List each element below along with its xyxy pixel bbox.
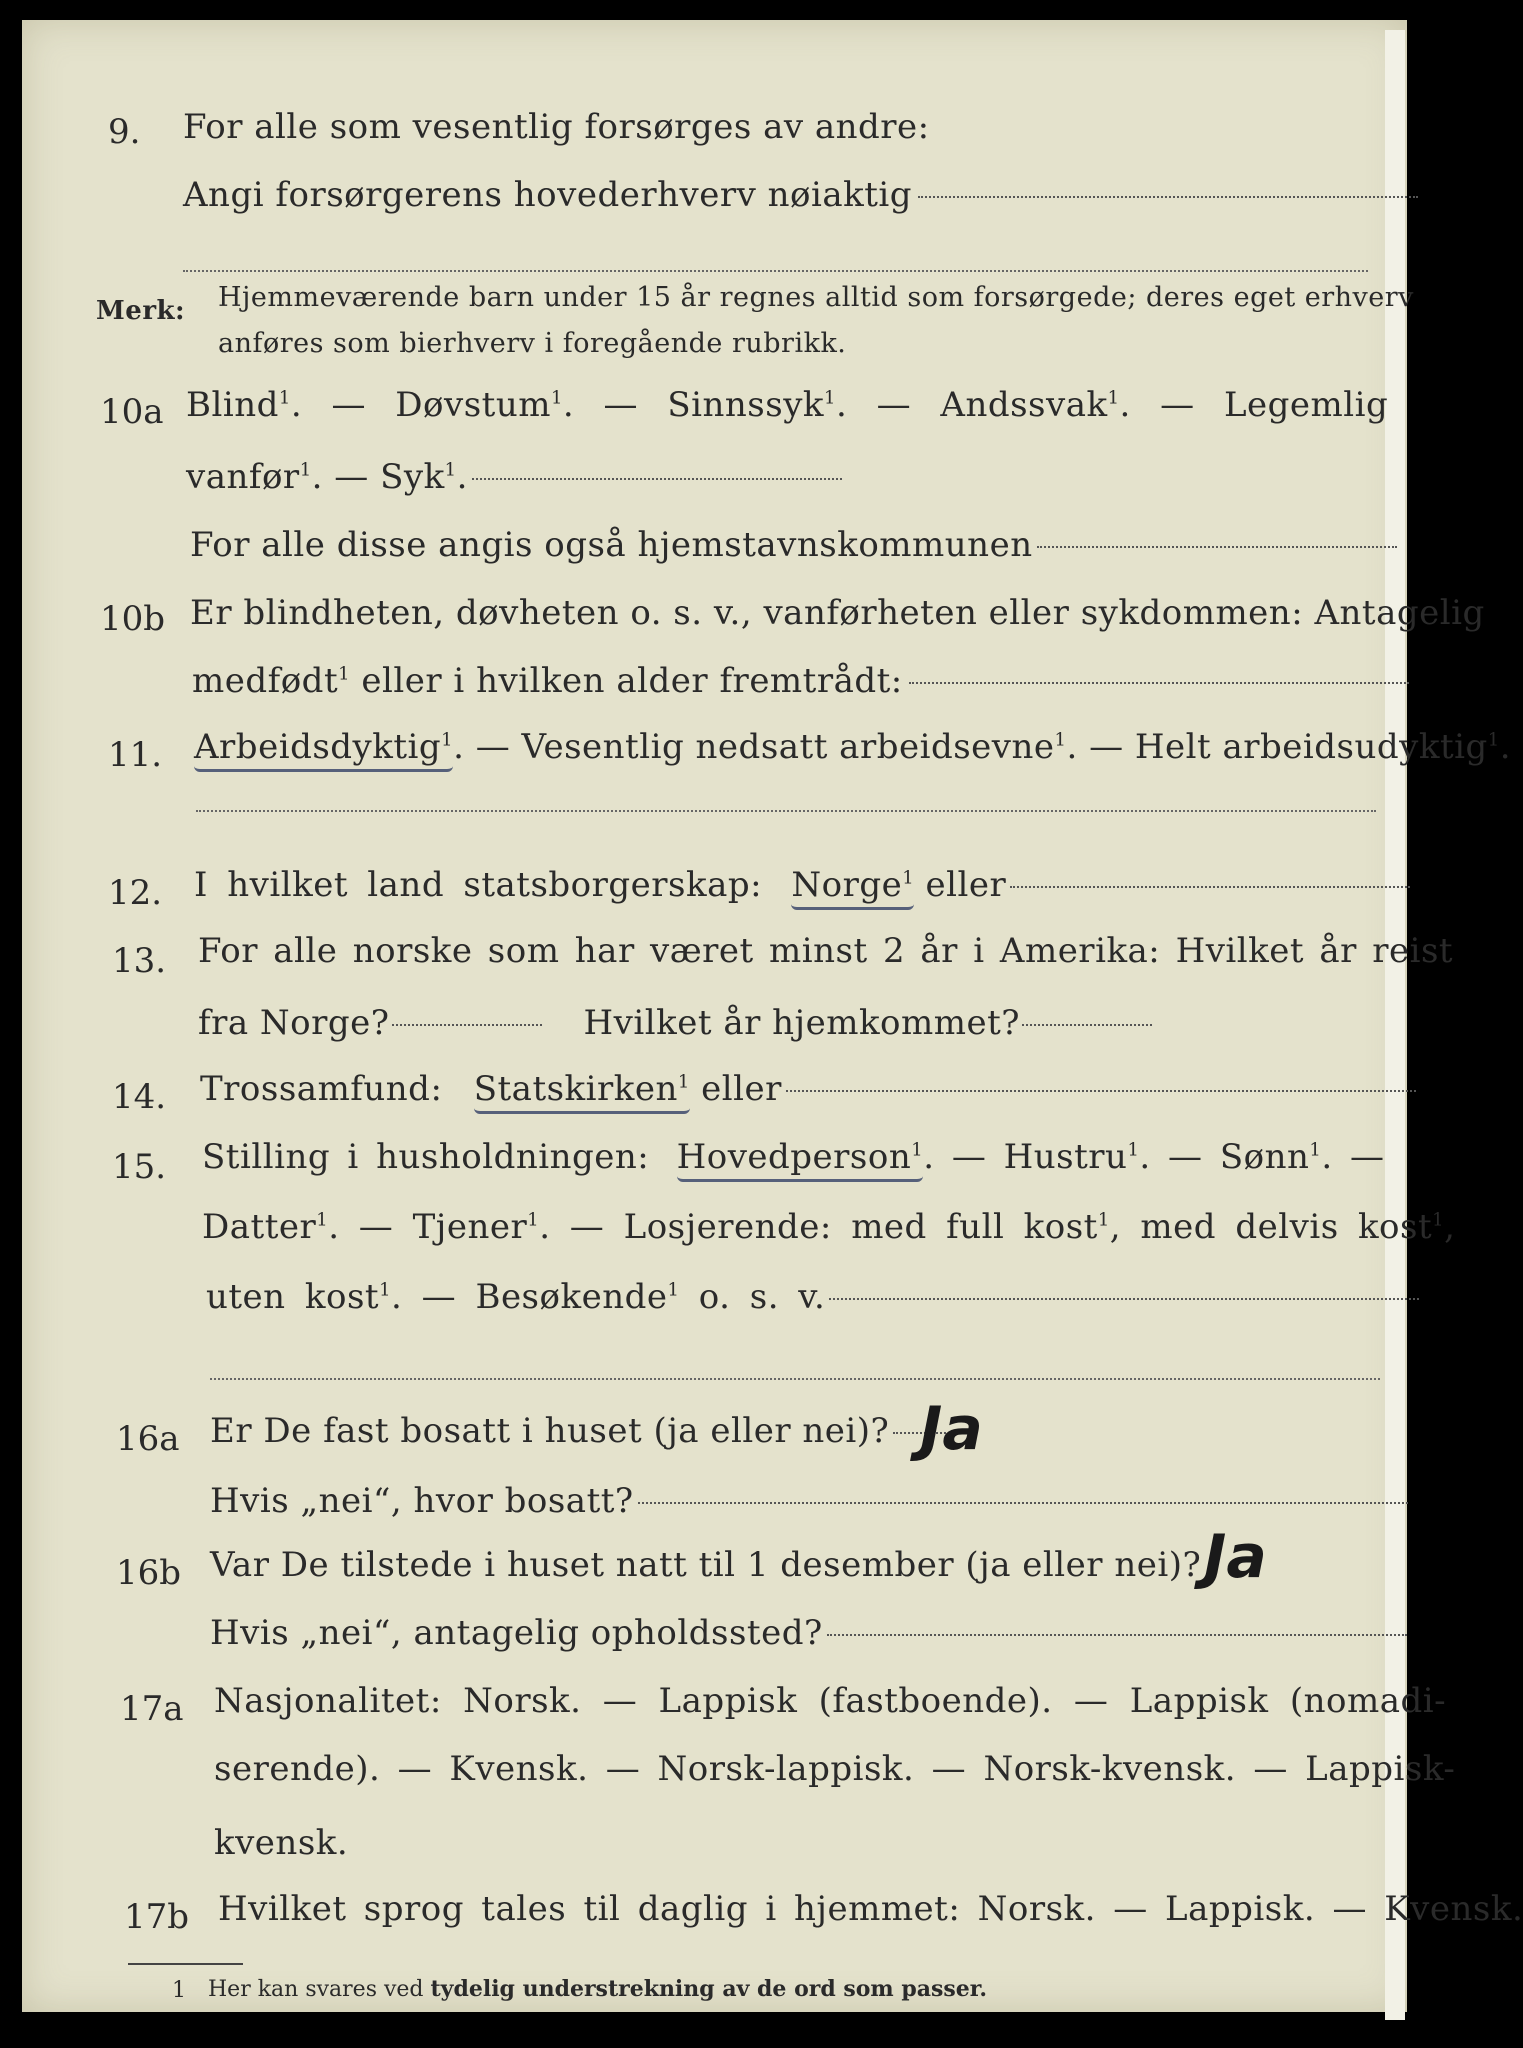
q15-number: 15. [112, 1147, 167, 1187]
q16b-number: 16b [116, 1553, 182, 1593]
q13-line1: For alle norske som har været minst 2 år i Amerika: Hvilket år reist [198, 931, 1454, 971]
q9-number: 9. [108, 112, 141, 152]
answer-line[interactable] [827, 1634, 1407, 1636]
q13-line2: fra Norge? Hvilket år hjemkommet? [198, 1006, 1152, 1040]
q15-line1: Stilling i husholdningen: Hovedperson$^1$. — Hustru$^1$. — Sønn$^1$. — [202, 1140, 1384, 1174]
q16b-handwritten-answer: Ja [1204, 1522, 1267, 1592]
q11-line: Arbeidsdyktig$^1$. — Vesentlig nedsatt arbeidsevne$^1$. — Helt arbeidsudyktig$^1$. [194, 730, 1511, 764]
merk-line2: anføres som bierhverv i foregående rubrikk. [218, 328, 847, 359]
answer-line[interactable] [786, 1090, 1416, 1092]
answer-line[interactable] [909, 682, 1409, 684]
q10b-number: 10b [100, 599, 166, 639]
q13-number: 13. [112, 941, 167, 981]
answer-line[interactable] [196, 810, 1376, 812]
q16b-line2: Hvis „nei“, antagelig opholdssted? [210, 1616, 1407, 1650]
q11-number: 11. [108, 735, 163, 775]
answer-line[interactable] [183, 270, 1368, 272]
q16a-line2: Hvis „nei“, hvor bosatt? [210, 1484, 1408, 1518]
q9-line1: For alle som vesentlig forsørges av andre: [183, 107, 930, 147]
q10a-line3: For alle disse angis også hjemstavnskommunen [190, 528, 1397, 562]
answer-line[interactable] [392, 1024, 542, 1026]
q12-number: 12. [108, 873, 163, 913]
q17a-line1: Nasjonalitet: Norsk. — Lappisk (fastboende). — Lappisk (nomadi- [214, 1681, 1447, 1721]
answer-line[interactable] [1022, 1024, 1152, 1026]
q10a-line2: vanfør$^1$. — Syk$^1$. [186, 460, 842, 494]
q10a-number: 10a [100, 392, 164, 432]
answer-underline: Hovedperson$^1$ [677, 1137, 924, 1182]
q17a-line2: serende). — Kvensk. — Norsk-lappisk. — Norsk-kvensk. — Lappisk- [214, 1749, 1456, 1789]
q15-line3: uten kost$^1$. — Besøkende$^1$ o. s. v. [206, 1280, 1419, 1314]
q10a-line1: Blind$^1$. — Døvstum$^1$. — Sinnssyk$^1$. — Andssvak$^1$. — Legemlig [186, 385, 1389, 425]
q12-line: I hvilket land statsborgerskap: Norge$^1$ eller [194, 868, 1410, 902]
answer-line[interactable] [829, 1298, 1419, 1300]
footnote-divider [128, 1963, 243, 1965]
q9-line2: Angi forsørgerens hovederhverv nøiaktig [183, 178, 1418, 212]
q16b-line1: Var De tilstede i huset natt til 1 desember (ja eller nei)? [210, 1545, 1202, 1585]
merk-line1: Hjemmeværende barn under 15 år regnes alltid som forsørgede; deres eget erhverv [218, 282, 1414, 313]
answer-line[interactable] [638, 1502, 1408, 1504]
answer-line[interactable] [472, 478, 842, 480]
merk-label: Merk: [96, 296, 186, 326]
answer-line[interactable] [918, 196, 1418, 198]
answer-line[interactable] [1037, 546, 1397, 548]
q14-line: Trossamfund: Statskirken$^1$ eller [200, 1072, 1416, 1106]
q14-number: 14. [112, 1077, 167, 1117]
q17a-line3: kvensk. [214, 1823, 349, 1863]
answer-underline: Statskirken$^1$ [474, 1069, 690, 1114]
q15-line2: Datter$^1$. — Tjener$^1$. — Losjerende: med full kost$^1$, med delvis kost$^1$, [202, 1207, 1456, 1247]
answer-line[interactable] [1010, 886, 1410, 888]
answer-underline: Norge$^1$ [791, 865, 914, 910]
q16a-handwritten-answer: Ja [920, 1394, 983, 1464]
footnote-mark: 1 [172, 1978, 186, 2003]
page-edge [1385, 30, 1405, 2020]
q10b-line2: medfødt$^1$ eller i hvilken alder fremtrådt: [192, 664, 1409, 698]
footnote-text: Her kan svares ved tydelig understrekning av de ord som passer. [208, 1976, 988, 2002]
q17b-line1: Hvilket sprog tales til daglig i hjemmet: Norsk. — Lappisk. — Kvensk. [218, 1889, 1523, 1929]
answer-line[interactable] [210, 1378, 1380, 1380]
q16a-line1: Er De fast bosatt i huset (ja eller nei)? [210, 1414, 953, 1448]
q17b-number: 17b [124, 1897, 190, 1937]
answer-underline: Arbeidsdyktig$^1$ [194, 727, 453, 772]
q10b-line1: Er blindheten, døvheten o. s. v., vanførheten eller sykdommen: Antagelig [190, 593, 1485, 633]
q17a-number: 17a [120, 1689, 184, 1729]
q16a-number: 16a [116, 1419, 180, 1459]
